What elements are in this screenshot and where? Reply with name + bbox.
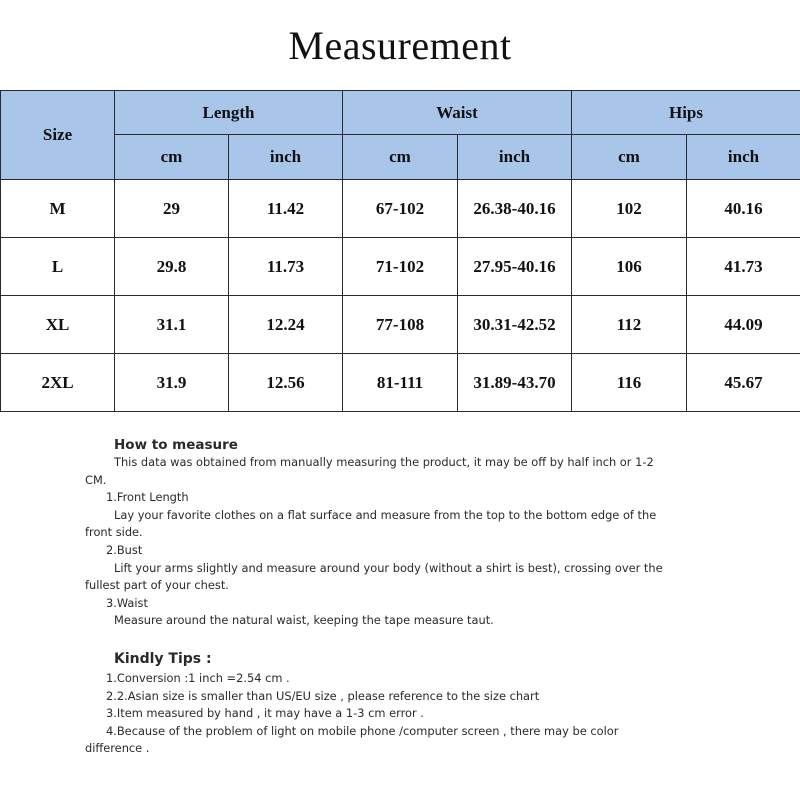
table-cell: 29: [115, 180, 229, 238]
table-cell: 112: [572, 296, 687, 354]
unit-header: cm: [115, 135, 229, 180]
table-row: [1, 296, 800, 354]
table-cell: 106: [572, 238, 687, 296]
table-cell: 31.9: [115, 354, 229, 412]
size-cell: L: [1, 238, 115, 296]
table-cell: 116: [572, 354, 687, 412]
table-cell: 77-108: [343, 296, 458, 354]
table-cell: 31.1: [115, 296, 229, 354]
kindly-tips-section: [85, 648, 675, 758]
table-cell: 30.31-42.52: [458, 296, 572, 354]
length-group-header: Length: [115, 91, 343, 135]
table-row: [1, 180, 800, 238]
table-cell: 44.09: [687, 296, 800, 354]
size-column-header: Size: [1, 91, 115, 180]
tip-item: 2.2.Asian size is smaller than US/EU size , please reference to the size chart: [106, 688, 540, 703]
step-title: 3.Waist: [106, 595, 148, 610]
size-cell: XL: [1, 296, 115, 354]
table-row: [1, 238, 800, 296]
page-title: Measurement: [288, 23, 512, 68]
tip-item: 3.Item measured by hand , it may have a 1-3 cm error .: [106, 706, 424, 721]
size-cell: M: [1, 180, 115, 238]
unit-header: inch: [687, 135, 800, 180]
table-cell: 11.42: [229, 180, 343, 238]
table-cell: 11.73: [229, 238, 343, 296]
size-cell: 2XL: [1, 354, 115, 412]
how-to-measure-section: [85, 436, 675, 758]
step-body: Lay your favorite clothes on a flat surface and measure from the top to the bottom edge of the front side.: [85, 507, 657, 540]
hips-group-header: Hips: [572, 91, 800, 135]
table-cell: 102: [572, 180, 687, 238]
table-cell: 45.67: [687, 354, 800, 412]
step-title: 2.Bust: [106, 542, 143, 557]
kindly-tips-heading: Kindly Tips :: [114, 650, 212, 667]
unit-header: cm: [343, 135, 458, 180]
table-cell: 26.38-40.16: [458, 180, 572, 238]
table-cell: 12.56: [229, 354, 343, 412]
table-cell: 31.89-43.70: [458, 354, 572, 412]
table-cell: 40.16: [687, 180, 800, 238]
unit-header: cm: [572, 135, 687, 180]
step-body: Measure around the natural waist, keeping the tape measure taut.: [114, 613, 494, 628]
intro-text: This data was obtained from manually measuring the product, it may be off by half inch or 1-2 CM.: [85, 455, 654, 487]
waist-group-header: Waist: [343, 91, 572, 135]
step-body: Lift your arms slightly and measure around your body (without a shirt is best), crossing over the fullest part of your chest.: [85, 560, 663, 593]
table-cell: 81-111: [343, 354, 458, 412]
table-cell: 27.95-40.16: [458, 238, 572, 296]
table-cell: 41.73: [687, 238, 800, 296]
how-to-measure-heading: How to measure: [114, 437, 238, 453]
table-cell: 29.8: [115, 238, 229, 296]
unit-header: inch: [229, 135, 343, 180]
tip-item: 4.Because of the problem of light on mobile phone /computer screen , there may be color difference .: [85, 723, 619, 756]
size-chart-table: [0, 90, 800, 412]
table-cell: 71-102: [343, 238, 458, 296]
table-cell: 12.24: [229, 296, 343, 354]
table-cell: 67-102: [343, 180, 458, 238]
table-row: [1, 354, 800, 412]
unit-header: inch: [458, 135, 572, 180]
header-row-groups: [1, 91, 800, 135]
tip-item: 1.Conversion :1 inch =2.54 cm .: [106, 670, 290, 685]
header-row-units: [1, 135, 800, 180]
step-title: 1.Front Length: [106, 490, 189, 505]
